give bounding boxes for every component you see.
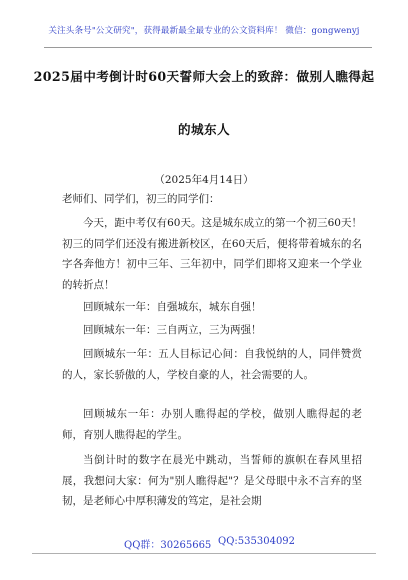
body-paragraph: 回顾城东一年：三自两立，三为两强！ [83, 324, 262, 336]
body-paragraph: 当倒计时的数字在晨光中跳动，当誓师的旗帜在春风里招展，我想问大家：何为"别人瞧得起"？是父母眼中永不言弃的坚韧，是老师心中厚积薄发的笃定，是社会期 [62, 454, 362, 507]
header-banner: 关注头条号"公文研究"，获得最新最全最专业的公文资料库！ 微信：gongwenyj [48, 26, 360, 36]
body-paragraph: 今天，距中考仅有60天。这是城东成立的第一个初三60天！初三的同学们还没有搬进新校区，在60天后，便将带着城东的名字各奔他方！初中三年、三年初中，同学们即将又迎来一个学业的转折点！ [62, 217, 362, 291]
document-date: （2025年4月14日） [154, 174, 254, 186]
body-paragraph: 回顾城东一年：办别人瞧得起的学校，做别人瞧得起的老师，育别人瞧得起的学生。 [62, 408, 362, 441]
document-title-line-1: 2025届中考倒计时60天誓师大会上的致辞：做别人瞧得起 [33, 69, 375, 84]
document-title-line-2: 的城东人 [178, 122, 230, 137]
footer-qq-contact: QQ:535304092 [218, 536, 296, 547]
salutation-paragraph: 老师们、同学们，初三的同学们： [62, 193, 220, 205]
footer-qq-group: QQ群：30265665 [124, 540, 212, 551]
body-paragraph: 回顾城东一年：五人目标记心间：自我悦纳的人，同伴赞赏的人，家长骄傲的人，学校自豪的人，社会需要的人。 [62, 348, 362, 381]
body-paragraph: 回顾城东一年：自强城东，城东自强！ [83, 301, 262, 313]
footer-divider [32, 553, 376, 554]
header-divider [44, 47, 372, 48]
